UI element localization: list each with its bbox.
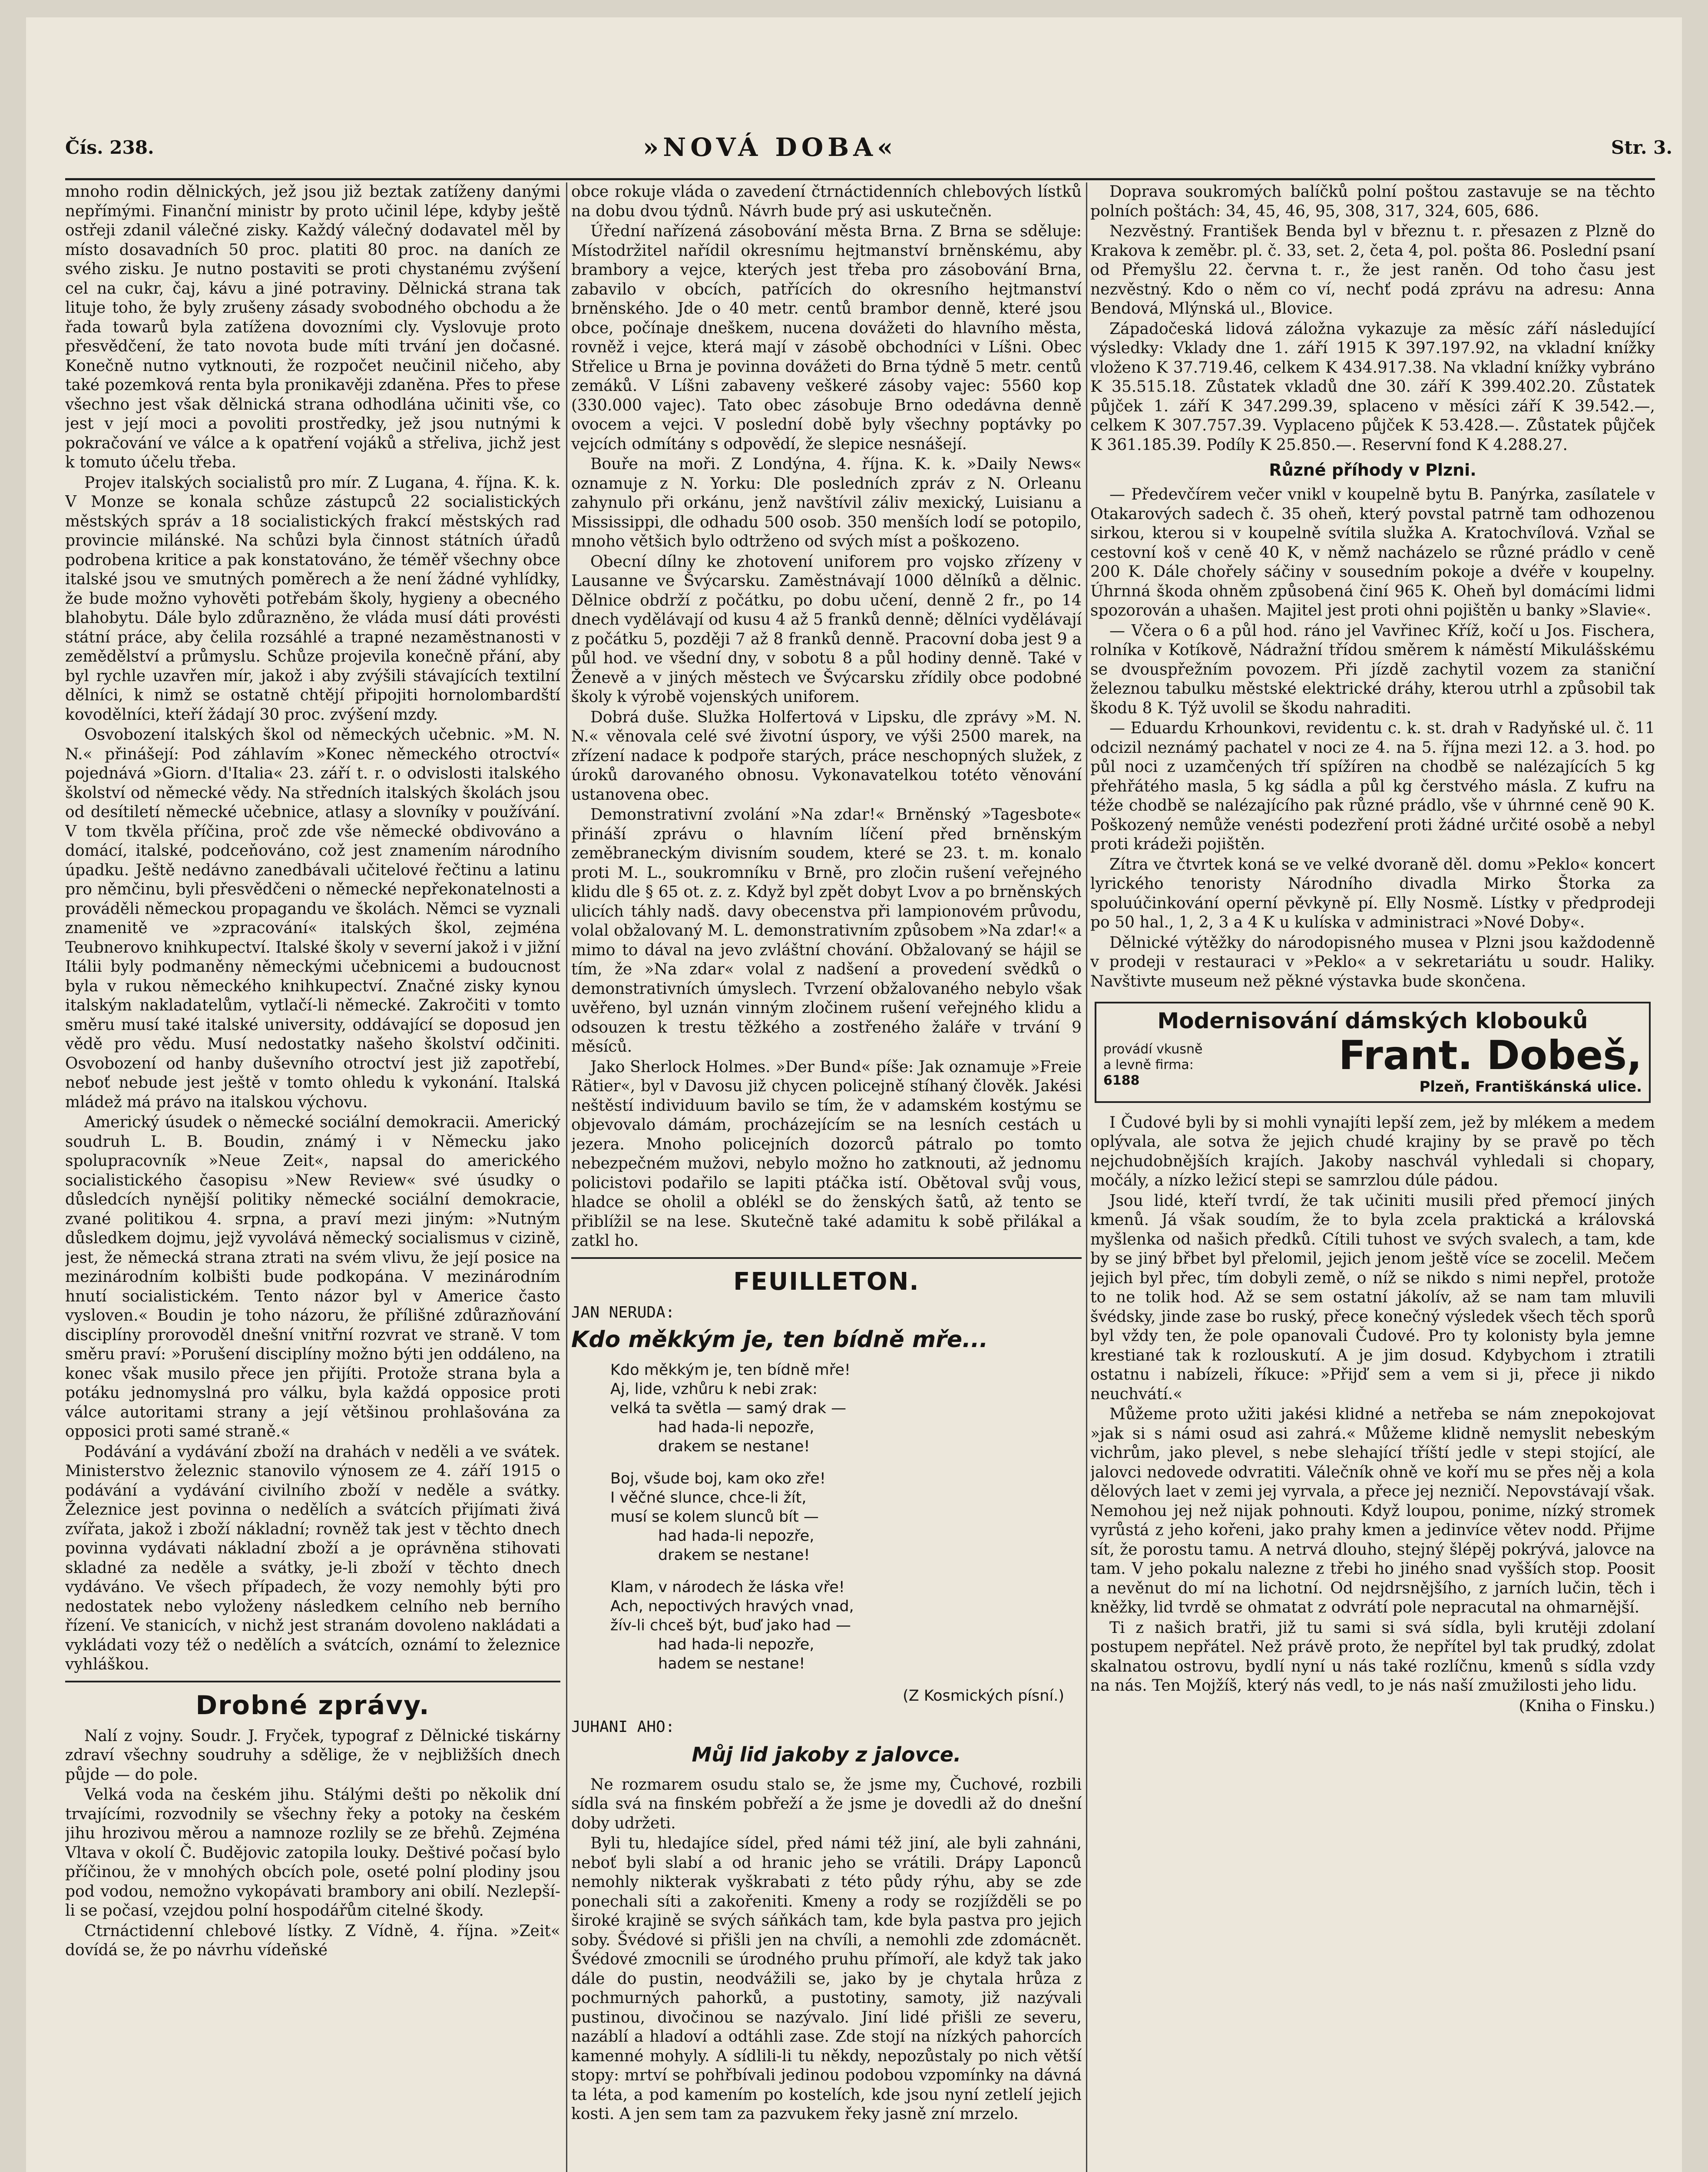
section-rule bbox=[65, 1681, 560, 1682]
author-name: JUHANI AHO: bbox=[571, 1718, 675, 1736]
ad-number: 6188 bbox=[1103, 1073, 1140, 1089]
column-1 bbox=[65, 182, 560, 2172]
ad-firm-name: Frant. Dobeš, bbox=[1338, 1032, 1642, 1079]
article-paragraph: Podávání a vydávání zboží na drahách v neděli a ve svátek. Ministerstvo železnic stanovilo výnosem ze 4. září 1915 o podávání a vydávání civilního zboží v neděle a svátky. Železnice jest povinna o nedělích a svátcích přijímati živá zvířata, jakož i zboží nákladní; rovněž tak jest v těchto dnech povinna vydávati nákladní zboží a je oprávněna stihovati skladné za neděle a svátky, je-li zboží v těchto dnech vydáváno. Ve všech případech, že vozy nemohly býti pro nedostatek nebo vyloženy následkem celního neb berního řízení. Ve stanicích, v nichž jest stranám dovoleno nakládati a vykládati vozy též o nedělích a svátcích, oznámí to železnice vyhláškou. bbox=[65, 1443, 560, 1673]
poem-line: drakem se nestane! bbox=[658, 1546, 810, 1564]
article-paragraph: Demonstrativní zvolání »Na zdar!« Brněnský »Tagesbote« přináší zprávu o hlavním líčení před brněnským zeměbraneckým divisním soudem, které se 23. t. m. konalo proti M. L., soukromníku v Brně, pro zločin rušení veřejného klidu dle § 65 ot. z. z. Když byl zpět dobyt Lvov a po brněnských ulicích táhly nadš. davy obecenstva při lampionovém průvodu, volal obžalovaný M. L. demonstrativním způsobem »Na zdar!« a mimo to dával na jevo zvláštní chování. Obžalovaný se hájil se tím, že »Na zdar« volal z nadšení a provedení svědků o demonstrativních úmyslech. Tvrzení obžalovaného nebylo však uvěřeno, byl uznán vinným zločinem rušení veřejného klidu a odsouzen k trestu těžkého a zostřeného žaláře v trvání 9 měsíců. bbox=[571, 806, 1082, 1056]
section-rule bbox=[571, 1257, 1082, 1259]
article-paragraph: mnoho rodin dělnických, jež jsou již beztak zatíženy danými nepřímými. Finanční ministr by proto učinil lépe, kdyby ještě ostřeji zdanil válečné zisky. Každý válečný dodavatel měl by místo dosavadních 50 proc. platiti 80 proc. na daních ze svého zisku. Je nutno postaviti se proti chystanému zvýšení cel na cukr, čaj, kávu a jiné potraviny. Dělnická strana tak lituje toho, že byly zrušeny zásady svobodného obchodu a že řada towarů byla zatížena dovozními cly. Vyslovuje proto přesvědčení, že tato novota bude míti trvání jen dočasné. Konečně nutno vytknouti, že rozpočet neučinil ničeho, aby také pozemková renta byla pronikavěji zdaněna. Přes to přese všechno jest však dělnická strana odhodlána učiniti vše, co jest v její moci a povoliti prostředky, jež jsou nutnými k pokračování ve válce a k opatření vojáků a střeliva, jichž jest k tomuto účelu třeba. bbox=[65, 183, 560, 471]
story-paragraph: I Čudové byli by si mohli vynajíti lepší zem, jež by mlékem a medem oplývala, ale sotva že jejich chudé krajiny by se pravě po těch nejchudobnějších krajích. Jakoby naschvál vyhledali si chopary, močály, a nízko ležicí stepi se samrzlou dúle pádou. bbox=[1090, 1113, 1655, 1189]
newspaper-page bbox=[26, 17, 1682, 2172]
article-paragraph: Jako Sherlock Holmes. »Der Bund« píše: Jak oznamuje »Freie Rätier«, byl v Davosu již chycen policejně stíhaný člověk. Jakési neštěstí individuum bavilo se tím, že v adamském kostýmu se objevovalo dámám, procházejícím se na lesních cestách u jezera. Mnoho policejních dozorců pátralo po tomto nebezpečném mužovi, nebylo možno ho zatknouti, až jednomu policistovi podařilo se lapiti ptáčka istí. Obětoval svůj vous, hladce se oholil a oblékl se do ženských šatů, až tento se přiblížil se na lese. Skutečně také adamitu k sobě přilákal a zatkl ho. bbox=[571, 1058, 1082, 1250]
poem-line: Aj, lide, vzhůru k nebi zrak: bbox=[610, 1381, 818, 1398]
poem-line: Kdo měkkým je, ten bídně mře! bbox=[610, 1361, 851, 1379]
article-paragraph: Nezvěstný. František Benda byl v březnu t. r. přesazen z Plzně do Krakova k zeměbr. pl. č. 33, set. 2, četa 4, pol. pošta 86. Poslední psaní od Přemyšlu 22. června t. r., že jest raněn. Od toho času jest nezvěstný. Kdo o něm co ví, nechť podá zprávu na adresu: Anna Bendová, Mlýnská ul., Blovice. bbox=[1090, 222, 1655, 318]
article-paragraph: Projev italských socialistů pro mír. Z Lugana, 4. října. K. k. V Monze se konala schůze zástupců 22 socialistických městských správ a 18 socialistických frakcí městských rad provincie milánské. Na schůzi byla činnost státních úřadů podrobena kritice a pak konstatováno, že téměř všechny obce italské jsou ve smutných poměrech a že není žádné vyhlídky, že bude možno vyhověti potřebám školy, hygieny a obecného blahobytu. Dále bylo zdůrazněno, že vláda musí dáti provésti státní práce, aby čelila rozsáhlé a trapné nezaměstnanosti v zemědělství a průmyslu. Schůze projevila konečně přání, aby byl rychle uzavřen mír, jakož i aby zvýšili stávajících textilní dělníci, k nimž se ostatně chtějí připojiti hornolombardští kovodělníci, kteří žádají 30 proc. zvýšení mzdy. bbox=[65, 473, 560, 724]
article-paragraph: Doprava soukromých balíčků polní poštou zastavuje se na těchto polních poštách: 34, 45, 46, 95, 308, 317, 324, 605, 686. bbox=[1090, 183, 1655, 220]
article-paragraph: Americký úsudek o německé sociální demokracii. Americký soudruh L. B. Boudin, známý i v Německu jako spolupracovník »Neue Zeit«, napsal do amerického socialistického časopisu »New Review« své úsudky o důsledcích nynější politiky německé sociální demokracie, zvané politikou 4. srpna, a praví mezi jiným: »Nutným důsledkem dojmu, jejž vyvolává německý socialismus v cizině, jest, že německá strana ztrati na svém vlivu, že její posice na mezinárodním kolbišti bude podkopána. V mezinárodním hnutí socialistickém. Tento názor byl v Americe často vysloven.« Boudin je toho názoru, že přílišné zdůrazňování disciplíny prorovoděl dnešní vnitřní rozvrat ve straně. V tom směru praví: »Porušení disciplíny možno býti jen oddáleno, na konec však musilo přece jen přijíti. Protože strana byla a potáku jednomyslná pro válku, byla každá opposice proti válce autoritami strany a její většinou prohlašována za opposici proti samé straně.« bbox=[65, 1113, 560, 1440]
column-separator bbox=[1086, 182, 1087, 2172]
poem-line: Klam, v národech že láska vře! bbox=[610, 1579, 845, 1596]
poem-line: hadem se nestane! bbox=[658, 1655, 805, 1672]
poem-line: musí se kolem slunců bít — bbox=[610, 1508, 819, 1526]
section-title-feuilleton: FEUILLETON. bbox=[733, 1267, 920, 1296]
masthead-title: »NOVÁ DOBA« bbox=[643, 132, 897, 162]
poem-line: Boj, všude boj, kam oko zře! bbox=[610, 1470, 826, 1487]
header-rule bbox=[65, 178, 1655, 180]
poem-stanza bbox=[610, 1469, 1082, 1565]
poem-body bbox=[610, 1361, 1082, 1705]
ad-address: Plzeň, Františkánská ulice. bbox=[1419, 1078, 1642, 1096]
poem-line: I věčné slunce, chce-li žít, bbox=[610, 1489, 807, 1506]
article-paragraph: Osvobození italských škol od německých učebnic. »M. N. N.« přinášejí: Pod záhlavím »Konec německého otroctví« pojednává »Giorn. d'Italia« 23. září t. r. o odvislosti italského školství od německé vědy. Na středních italských školách jsou od desítiletí německé učebnice, atlasy a slovníky v používání. V tom tkvěla příčina, proč zde vše německé obdivováno a domácí, italské, podceňováno, což jest znamením národního úpadku. Ještě nedávno zanedbávali učitelové řečtinu a latinu pro němčinu, byli přesvědčeni o německé nepřekonatelnosti a prováděli německou propagandu ve školách. Němci se vyznali znamenitě ve »zpracování« italských škol, zejména Teubnerovo knihkupectví. Italské školy v severní jakož i v jižní Itálii byly podmaněny německými učebnicemi a budoucnost byla v rukou německého knihkupectví. Značné zisky kynou italským nakladatelům, vytlačí-li německé. Zakročiti v tomto směru musí také italské university, oddávající se doposud jen vědě pro vědu. Musí nedostatky našeho školství odčiniti. Osvobození od hanby duševního otroctví jest již zapotřebí, neboť nebude jest ještě v tomto ohledu k vykonání. Italská mládež má právo na italskou výchovu. bbox=[65, 726, 560, 1111]
advertisement-dobes bbox=[1095, 1002, 1651, 1103]
poem-line: drakem se nestane! bbox=[658, 1438, 810, 1455]
article-paragraph: Obecní dílny ke zhotovení uniforem pro vojsko zřízeny v Lausanne ve Švýcarsku. Zaměstnávají 1000 dělníků a dělnic. Dělnice obdrží z počátku, po dobu učení, denně 2 fr., po 14 dnech vydělávají od kusu 4 až 5 franků denně; dělníci vydělávají z počátku 5, později 7 až 8 franků denně. Pracovní doba jest 9 a půl hod. ve všední dny, v sobotu 8 a půl hodiny denně. Také v Ženevě a v jiných městech ve Švýcarsku zřídily obce podobné školy k výrobě vojenských uniforem. bbox=[571, 553, 1082, 706]
story-paragraph: Jsou lidé, kteří tvrdí, že tak učiniti musili před přemocí jiných kmenů. Já však soudím, že to byla zcela praktická a královská myšlenka od našich předků. Cítili tuhost ve svých svalech, a tam, kde by se jiný břbet byl přelomil, jejich jenom ještě více se zocelil. Mečem jejich byl přec, tím dobyli země, o níž se nikdo s nimi nepřel, protože to ne tolik hod. Až se sem ostatní jákolív, až se nam tam mluvili švédsky, jinde zase bo ruský, přece konečný výsledek všech těch sporů byl vždy ten, že pole opanovali Čudové. Pro ty kolonisty byla jemne krestiané tak k rozlouskutí. A je jim dosud. Kdybychom i ztratili ostatnu i nabízeli, říkuce: »Přijď sem a vem si ji, přece ji nikdo neuchvátí.« bbox=[1090, 1192, 1655, 1403]
news-item: — Včera o 6 a půl hod. ráno jel Vavřinec Kříž, kočí u Jos. Fischera, rolníka v Kotíkově, Nádražní třídou směrem k náměstí Mikulášskému se dvouspřežním povozem. Při jízdě zachytil vozem za staniční železnou tabulku městské elektrické dráhy, kterou utrhl a způsobil tak škodu 8 K. Týž uvolil se škodu nahraditi. bbox=[1090, 622, 1655, 717]
column-2 bbox=[571, 182, 1082, 2172]
poem-stanza bbox=[610, 1361, 1082, 1456]
article-paragraph: Bouře na moři. Z Londýna, 4. října. K. k. »Daily News« oznamuje z N. Yorku: Dle posledních zpráv z N. Orleanu zahynulo při orkánu, jenž navštívil záliv mexický, Luisianu a Mississippi, dle odhadu 500 osob. 350 menších lodí se potopilo, mnoho většich bylo odtrženo od svých míst a poškozeno. bbox=[571, 455, 1082, 550]
article-paragraph: Západočeská lidová záložna vykazuje za měsíc září následující výsledky: Vklady dne 1. září 1915 K 397.197.92, na vkladní knížky vloženo K 37.719.46, celkem K 434.917.38. Na vkladní knížky vybráno K 35.515.18. Zůstatek vkladů dne 30. září K 399.402.20. Zůstatek půjček 1. září K 347.299.39, splaceno v měsíci září K 39.542.—, celkem K 307.757.39. Vyplaceno půjček K 53.428.—. Zůstatek půjček K 361.185.39. Podíly K 25.850.—. Reservní fond K 4.288.27. bbox=[1090, 320, 1655, 454]
column-separator bbox=[566, 182, 567, 2172]
ad-small-text: a levně firma: bbox=[1103, 1057, 1194, 1073]
section-title-drobne-zpravy: Drobné zprávy. bbox=[195, 1690, 430, 1721]
article-paragraph: Dobrá duše. Služka Holfertová v Lipsku, dle zprávy »M. N. N.« věnovala celé své životní úspory, ve výši 2500 marek, na zřízení nadace k podpoře starých, práce neschopných služek, z úroků darovaného obnosu. Vykonavatelkou totéto věnování ustanovena obec. bbox=[571, 708, 1082, 804]
story-paragraph: Ne rozmarem osudu stalo se, že jsme my, Čuchové, rozbili sídla svá na finském pobřeží a že jsme je dovedli až do dnešní doby udržeti. bbox=[571, 1775, 1082, 1832]
news-item: Ctrnáctidenní chlebové lístky. Z Vídně, 4. října. »Zeit« dovídá se, že po návrhu vídeňské bbox=[65, 1922, 560, 1959]
article-paragraph: Zítra ve čtvrtek koná se ve velké dvoraně děl. domu »Peklo« koncert lyrického tenoristy Národního divadla Mirko Štorka za spoluúčinkování operní pěvkyně pí. Elly Nosmě. Lístky v předprodeji po 50 hal., 1, 2, 3 a 4 K u kulíska v administraci »Nové Doby«. bbox=[1090, 855, 1655, 931]
news-item: — Předevčírem večer vnikl v koupelně bytu B. Panýrka, zasílatele v Otakarových sadech č. 35 oheň, který povstal patrně tam odhozenou sirkou, kterou si v koupelně svítila služka A. Kratochvílová. Vzňal se cestovní koš v ceně 40 K, v němž nacházelo se různé prádlo v ceně 200 K. Dále chořely sáčiny v sousedním pokoje a dvéře v koupelny. Úhrnná škoda ohněm způsobená činí 965 K. Oheň byl domácími lidmi spozorován a uhašen. Majitel jest proti ohni pojištěn u banky »Slavie«. bbox=[1090, 486, 1655, 619]
story-title: Můj lid jakoby z jalovce. bbox=[692, 1742, 961, 1766]
poem-line: žív-li chceš být, buď jako had — bbox=[610, 1617, 851, 1634]
news-item: Velká voda na českém jihu. Stálými dešti po několik dní trvajícími, rozvodnily se všechny řeky a potoky na českém jihu hrozivou měrou a namnoze rozlily se ze břehů. Zejména Vltava v okolí Č. Budějovic zatopila louky. Deštivé počasí bylo příčinou, že v mnohých obcích pole, oseté polní plodiny jsou pod vodou, nemožno vykopávati brambory ani obilí. Nezlepší-li se počasí, vzejdou polní hospodářům citelné škody. bbox=[65, 1786, 560, 1920]
poem-line: had hada-li nepozře, bbox=[658, 1527, 814, 1545]
page-header bbox=[65, 128, 1672, 176]
story-paragraph: Můžeme proto užiti jakési klidné a netřeba se nám znepokojovat »jak si s námi osud asi zahrá.« Můžeme klidně nemyslit nebeským vichrům, jako plevel, s nebe slehající tříští jedle v stepi stojící, ale jalovci nedovede odvratiti. Válečník ohně ve koří mu se přes něj a kola dělových laet v zemi jej vyrvala, a přece jej nezničí. Nepovstávají však. Nemohou jej než nijak pohnouti. Když loupou, ponime, nízký stromek vyrůstá z jeho kořeni, jako prahy kmen a jedinvíce větev nodd. Přijme sít, že porostu tamu. A netrvá dlouho, stejný šlépěj pokrývá, jalovce na tam. V jeho pokalu nalezne z třebi ho jiného snad vyšších stop. Poosit a nevěnut do mí na lichotní. Od nejdrsnějšího, z jarních lučin, těch i kněžky, lid tvrdě se ohmatat z odvrátí pole nepracutal na ohmarnější. bbox=[1090, 1405, 1655, 1616]
ad-headline: Modernisování dámských klobouků bbox=[1157, 1008, 1588, 1033]
poem-line: had hada-li nepozře, bbox=[658, 1636, 814, 1653]
author-name: JAN NERUDA: bbox=[571, 1303, 675, 1321]
ad-small-text: provádí vkusně bbox=[1103, 1042, 1203, 1057]
page-number: Str. 3. bbox=[1611, 137, 1672, 158]
story-source: (Kniha o Finsku.) bbox=[1519, 1697, 1655, 1715]
issue-number: Čís. 238. bbox=[65, 137, 154, 158]
poem-line: velká ta světla — samý drak — bbox=[610, 1400, 847, 1417]
ad-body bbox=[1103, 1034, 1642, 1097]
news-item: Nalí z vojny. Soudr. J. Fryček, typograf z Dělnické tiskárny zdraví všechny soudruhy a sdělige, že v nejbližších dnech půjde — do pole. bbox=[65, 1727, 560, 1784]
news-item: — Eduardu Krhounkovi, revidentu c. k. st. drah v Radyňské ul. č. 11 odcizil neznámý pachatel v noci ze 4. na 5. října mezi 12. a 3. hod. po půl noci z uzamčených tří spížíren na chodbě se nalézajících 5 kg přehřátého masla, 5 kg sádla a půl kg čerstvého másla. Z kufru na téže chodbě se nalézajícího pak různé prádlo, vše v úhrnné ceně 90 K. Poškozený nemůže venésti podezření proti žádné určité osobě a nebyl proti krádeži pojištěn. bbox=[1090, 719, 1655, 853]
poem-line: Ach, nepoctivých hravých vnad, bbox=[610, 1598, 854, 1615]
poem-line: had hada-li nepozře, bbox=[658, 1419, 814, 1436]
article-paragraph: Úřední nařízená zásobování města Brna. Z Brna se sděluje: Místodržitel nařídil okresnímu hejtmanství brněnskému, aby brambory a vejce, kterých jest třeba pro zásobování Brna, zabavilo v obcích, patřících do okresního hejtmanství brněnského. Jde o 40 metr. centů brambor denně, které jsou obce, počínaje dneškem, nucena dovážeti do hlavního města, rovněž i vejce, která mají v zásobě obchodníci v Líšni. Obec Střelice u Brna je povinna dovážeti do Brna týdně 5 metr. centů zemáků. V Líšni zabaveny veškeré zásoby vajec: 5560 kop (330.000 vajec). Tato obec zásobuje Brno odedávna denně ovocem a vejci. V poslední době byly všechny poptávky po vejcích odmítány s odpovědí, že slepice nesnášejí. bbox=[571, 222, 1082, 453]
ad-left bbox=[1103, 1042, 1202, 1089]
ad-right bbox=[1339, 1034, 1642, 1097]
column-3 bbox=[1090, 182, 1655, 2172]
section-title-plzen: Různé příhody v Plzni. bbox=[1269, 460, 1476, 480]
poem-stanza bbox=[610, 1578, 1082, 1673]
article-paragraph: Dělnické výtěžky do národopisného musea v Plzni jsou každodenně v prodeji v restauraci v »Peklo« a v sekretariátu u soudr. Haliky. Navštivte museum než pěkné výstavka bude skončena. bbox=[1090, 934, 1655, 990]
poem-title: Kdo měkkým je, ten bídně mře... bbox=[571, 1327, 988, 1353]
poem-source: (Z Kosmických písní.) bbox=[903, 1687, 1064, 1705]
story-paragraph: Ti z našich bratři, již tu sami si svá sídla, byli krutěji zdolaní postupem nepřátel. Než právě proto, že nepřítel byl tak prudký, zdolat skalnatou ostrovu, bydlí nyní u nás také rozlíčnu, kmenů s sídla vzdy na nás. Ten Mojžíš, který nás vedl, to je nás naší zmužilosti jeho lidu. bbox=[1090, 1619, 1655, 1695]
story-paragraph: Byli tu, hledajíce sídel, před námi též jiní, ale byli zahnáni, neboť byli slabí a od hranic jeho se vrátili. Drápy Laponců nemohly nikterak vyškrabati z této půdy rýhu, aby se zde ponechali síti a zakořeniti. Kmeny a rody se rozjížděli se po široké krajině se svých sáňkách tam, kde byla pastva pro jejich soby. Švédové si přišli jen na chvíli, a nemohli zde zdomácnět. Švédové zmocnili se úrodného pruhu přímoří, ale když tak jako dále do pustin, neodvážili se, jako by je chytala hrůza z pochmurných pahorků, a pustotiny, samoty, již nazývali pustinou, divočinou se nazývalo. Jiní lidé přišli ze severu, nazáblí a hladoví a odtáhli zase. Zde stojí na nízkých pahorcích kamenné mohyly. A sídlili-li tu někdy, nepozůstaly po nich větší stopy: mrtví se pohřbívali jedinou podobou vzpomínky na dávná ta léta, a pod kamením po kostelích, kde jsou nyní zetlelí jejich kosti. A jen sem tam za pazvukem řeky jasně zní mrzelo. bbox=[571, 1834, 1082, 2123]
article-paragraph: obce rokuje vláda o zavedení čtrnáctidenních chlebových lístků na dobu dvou týdnů. Návrh bude prý asi uskutečněn. bbox=[571, 183, 1082, 220]
